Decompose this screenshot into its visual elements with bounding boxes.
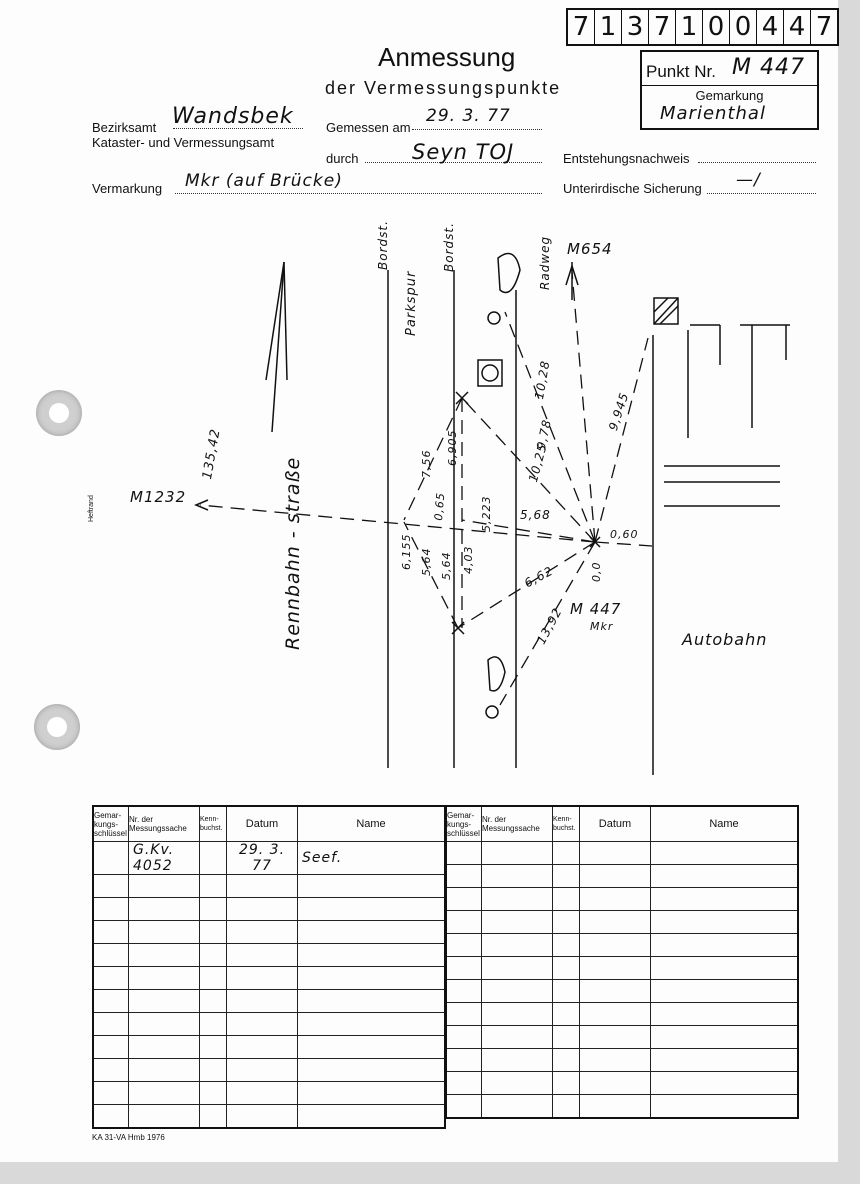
- label-distance-1: 135,42: [200, 427, 224, 481]
- table-cell: [129, 990, 200, 1013]
- table-cell: [482, 888, 553, 911]
- label-5-64a: 5,64: [420, 547, 433, 576]
- table-row: [93, 1082, 445, 1105]
- table-row: [93, 842, 445, 875]
- table-cell: [482, 865, 553, 888]
- table-cell: [227, 1059, 298, 1082]
- table-cell: [482, 842, 553, 865]
- bezirksamt-label: Bezirksamt: [92, 120, 157, 135]
- table-cell: [200, 898, 227, 921]
- table-cell: [93, 1059, 129, 1082]
- ray-to-autobahn: [595, 542, 652, 546]
- gemessen-value: 29. 3. 77: [426, 106, 511, 126]
- table-cell: [93, 1036, 129, 1059]
- label-m654: M654: [567, 240, 613, 258]
- table-cell: [93, 875, 129, 898]
- table-cell: [482, 957, 553, 980]
- table-cell: [482, 1003, 553, 1026]
- table-row: [446, 980, 798, 1003]
- ground-symbol-circle: [486, 706, 498, 718]
- table-row: [93, 1105, 445, 1129]
- id-digit: 1: [595, 10, 622, 44]
- table-cell: [200, 990, 227, 1013]
- table-row: [446, 1026, 798, 1049]
- table-cell: [93, 990, 129, 1013]
- table-cell: [553, 1049, 580, 1072]
- table-cell: [553, 934, 580, 957]
- table-cell: [553, 911, 580, 934]
- table-cell: [446, 865, 482, 888]
- table-cell: [93, 898, 129, 921]
- table-cell: [129, 921, 200, 944]
- table-cell: [651, 1026, 799, 1049]
- table-cell: [553, 1026, 580, 1049]
- table-cell: [651, 888, 799, 911]
- table-cell: [298, 944, 446, 967]
- label-10-28: 10,28: [532, 359, 553, 401]
- id-digit: 0: [703, 10, 730, 44]
- label-6-155: 6,155: [400, 533, 413, 570]
- table-cell: [446, 911, 482, 934]
- table-cell: [553, 888, 580, 911]
- table-cell: [200, 944, 227, 967]
- table-cell: [580, 934, 651, 957]
- table-cell: [200, 1036, 227, 1059]
- table-cell: [482, 911, 553, 934]
- id-digit: 4: [757, 10, 784, 44]
- table-row: [446, 1049, 798, 1072]
- table-cell: [580, 1095, 651, 1119]
- table-cell: [93, 944, 129, 967]
- table-cell: [129, 1036, 200, 1059]
- north-arrow: [272, 262, 284, 432]
- table-cell: [553, 842, 580, 865]
- table-cell: [580, 865, 651, 888]
- table-cell: [580, 1026, 651, 1049]
- table-cell: [482, 1095, 553, 1119]
- table-cell: [227, 990, 298, 1013]
- label-bordstein-1: Bordst.: [376, 220, 390, 270]
- table-row: [446, 842, 798, 865]
- table-cell: [298, 875, 446, 898]
- table-cell: [129, 944, 200, 967]
- table-cell: [446, 980, 482, 1003]
- table-cell: [129, 1013, 200, 1036]
- table-row: [446, 865, 798, 888]
- label-5-223: 5,223: [480, 495, 493, 532]
- table-row: [446, 934, 798, 957]
- table-cell: [651, 1049, 799, 1072]
- col-header: Datum: [227, 806, 298, 842]
- table-row: [93, 921, 445, 944]
- table-cell: [553, 865, 580, 888]
- label-5-64b: 5,64: [440, 551, 453, 580]
- durch-value: Seyn TOJ: [412, 140, 515, 164]
- col-header: Name: [651, 806, 799, 842]
- table-cell: [651, 1072, 799, 1095]
- table-cell: [580, 842, 651, 865]
- table-cell: [93, 967, 129, 990]
- table-cell: [553, 1095, 580, 1119]
- id-digit: 7: [649, 10, 676, 44]
- table-row: [446, 957, 798, 980]
- kataster-label: Kataster- und Vermessungsamt: [92, 135, 275, 150]
- table-cell: [580, 957, 651, 980]
- page-subtitle: der Vermessungspunkte: [325, 78, 562, 98]
- table-cell: [93, 1082, 129, 1105]
- log-table-left: [92, 805, 446, 1129]
- table-cell: [298, 990, 446, 1013]
- table-cell: [200, 1013, 227, 1036]
- table-cell: [129, 1082, 200, 1105]
- table-cell: [446, 1026, 482, 1049]
- table-cell: [93, 1013, 129, 1036]
- id-digit: 1: [676, 10, 703, 44]
- col-header: Nr. der Messungssache: [129, 806, 200, 842]
- label-m447: M 447: [570, 600, 622, 618]
- table-cell: [580, 980, 651, 1003]
- id-digit: 0: [730, 10, 757, 44]
- table-cell: [553, 1003, 580, 1026]
- label-mkr: Mkr: [590, 620, 614, 633]
- label-9-78: 9,78: [534, 417, 555, 451]
- table-cell: [580, 911, 651, 934]
- point-number-value: M 447: [732, 55, 805, 80]
- table-cell: [580, 888, 651, 911]
- vermarkung-label: Vermarkung: [92, 181, 163, 196]
- label-street: Rennbahn - straße: [282, 456, 304, 650]
- label-radweg: Radweg: [538, 235, 552, 290]
- table-cell: [580, 1049, 651, 1072]
- table-row: [446, 888, 798, 911]
- ground-symbol: [488, 657, 505, 691]
- page-title: Anmessung: [378, 42, 516, 72]
- label-m1232: M1232: [130, 488, 187, 506]
- table-cell: [298, 921, 446, 944]
- table-row: [93, 990, 445, 1013]
- col-header: Name: [298, 806, 446, 842]
- table-cell: [129, 1105, 200, 1129]
- label-parkspur: Parkspur: [404, 270, 419, 336]
- ground-symbol-circle: [488, 312, 500, 324]
- table-cell: [200, 842, 227, 875]
- table-cell: [200, 967, 227, 990]
- table-cell: [227, 875, 298, 898]
- table-cell: [93, 921, 129, 944]
- id-digit: 3: [622, 10, 649, 44]
- table-cell: [446, 957, 482, 980]
- gemessen-label: Gemessen am: [326, 120, 411, 135]
- table-cell: [227, 1105, 298, 1129]
- table-cell: 29. 3. 77: [227, 842, 298, 875]
- table-cell: [129, 967, 200, 990]
- table-cell: [482, 980, 553, 1003]
- col-header: Kenn-buchst.: [200, 806, 227, 842]
- label-6-905: 6,905: [446, 429, 459, 466]
- table-cell: [446, 934, 482, 957]
- label-bordstein-2: Bordst.: [442, 222, 456, 272]
- table-cell: [129, 898, 200, 921]
- table-row: [446, 911, 798, 934]
- label-5-68: 5,68: [520, 508, 551, 522]
- table-row: [93, 967, 445, 990]
- label-0-65: 0,65: [432, 491, 448, 522]
- table-row: [93, 898, 445, 921]
- table-cell: [298, 1082, 446, 1105]
- heftrand-label: Heftrand: [88, 495, 95, 522]
- form-code: KA 31-VA Hmb 1976: [92, 1133, 165, 1142]
- table-cell: [227, 944, 298, 967]
- col-header: Gemar-kungs-schlüssel: [93, 806, 129, 842]
- table-cell: [227, 967, 298, 990]
- label-4-03: 4,03: [462, 545, 475, 574]
- point-number-label: Punkt Nr.: [646, 62, 716, 81]
- table-cell: [227, 1082, 298, 1105]
- table-cell: [200, 1059, 227, 1082]
- table-cell: [580, 1003, 651, 1026]
- table-cell: [200, 875, 227, 898]
- col-header: Datum: [580, 806, 651, 842]
- table-cell: [553, 1072, 580, 1095]
- table-cell: [298, 1105, 446, 1129]
- table-cell: [298, 1013, 446, 1036]
- table-cell: [651, 1095, 799, 1119]
- sicherung-label: Unterirdische Sicherung: [563, 181, 702, 196]
- entstehung-label: Entstehungsnachweis: [563, 151, 690, 166]
- vermarkung-value: Mkr (auf Brücke): [185, 171, 343, 191]
- id-digit: 7: [568, 10, 595, 44]
- table-cell: [200, 1082, 227, 1105]
- table-cell: [227, 921, 298, 944]
- table-cell: [482, 934, 553, 957]
- table-cell: [446, 1049, 482, 1072]
- table-cell: [200, 1105, 227, 1129]
- table-row: [446, 1072, 798, 1095]
- table-row: [93, 875, 445, 898]
- table-cell: [129, 1059, 200, 1082]
- table-row: [446, 1095, 798, 1119]
- table-cell: [200, 921, 227, 944]
- table-cell: [446, 842, 482, 865]
- table-cell: [446, 1095, 482, 1119]
- table-cell: [651, 1003, 799, 1026]
- col-header: Gemar-kungs-schlüssel: [446, 806, 482, 842]
- bezirksamt-value: Wandsbek: [172, 104, 294, 129]
- sicherung-value: —/: [736, 170, 761, 190]
- table-cell: [553, 980, 580, 1003]
- table-cell: [129, 875, 200, 898]
- table-cell: [446, 1072, 482, 1095]
- col-header: Nr. der Messungssache: [482, 806, 553, 842]
- table-cell: [651, 842, 799, 865]
- square-marker-circle: [482, 365, 498, 381]
- ground-symbol: [498, 254, 520, 293]
- durch-label: durch: [326, 151, 359, 166]
- label-6-62: 6,62: [522, 563, 556, 591]
- table-cell: [580, 1072, 651, 1095]
- table-row: [446, 1003, 798, 1026]
- gemarkung-value: Marienthal: [660, 103, 766, 124]
- table-cell: [93, 1105, 129, 1129]
- table-cell: [298, 898, 446, 921]
- table-cell: [446, 1003, 482, 1026]
- id-digit: 4: [784, 10, 811, 44]
- table-cell: [298, 1036, 446, 1059]
- table-row: [93, 944, 445, 967]
- label-0-60: 0,60: [610, 528, 639, 541]
- label-0-0: 0,0: [590, 561, 603, 582]
- label-13-92: 13,92: [534, 605, 565, 647]
- table-cell: [651, 911, 799, 934]
- label-7-56: 7,56: [420, 449, 433, 478]
- log-table-right: [445, 805, 799, 1119]
- table-cell: [227, 1036, 298, 1059]
- table-cell: [553, 957, 580, 980]
- col-header: Kenn-buchst.: [553, 806, 580, 842]
- gemarkung-label: Gemarkung: [695, 88, 764, 103]
- id-digit: 7: [815, 12, 833, 42]
- table-cell: [651, 980, 799, 1003]
- table-row: [93, 1059, 445, 1082]
- ray-to-building: [595, 338, 648, 542]
- table-cell: [93, 842, 129, 875]
- table-cell: Seef.: [298, 842, 446, 875]
- label-10-25: 10,25: [526, 441, 550, 484]
- table-row: [93, 1036, 445, 1059]
- ray-to-m654: [572, 272, 595, 542]
- table-cell: [482, 1049, 553, 1072]
- label-9-945: 9,945: [606, 390, 632, 433]
- punch-hole: [36, 390, 82, 436]
- table-cell: [227, 898, 298, 921]
- table-cell: [446, 888, 482, 911]
- table-cell: [482, 1026, 553, 1049]
- table-cell: [482, 1072, 553, 1095]
- table-cell: [651, 957, 799, 980]
- table-cell: [651, 934, 799, 957]
- table-row: [93, 1013, 445, 1036]
- punch-hole: [34, 704, 80, 750]
- label-autobahn: Autobahn: [682, 630, 768, 649]
- table-cell: [298, 1059, 446, 1082]
- table-cell: [298, 967, 446, 990]
- table-cell: [227, 1013, 298, 1036]
- table-cell: [651, 865, 799, 888]
- table-cell: G.Kv. 4052: [129, 842, 200, 875]
